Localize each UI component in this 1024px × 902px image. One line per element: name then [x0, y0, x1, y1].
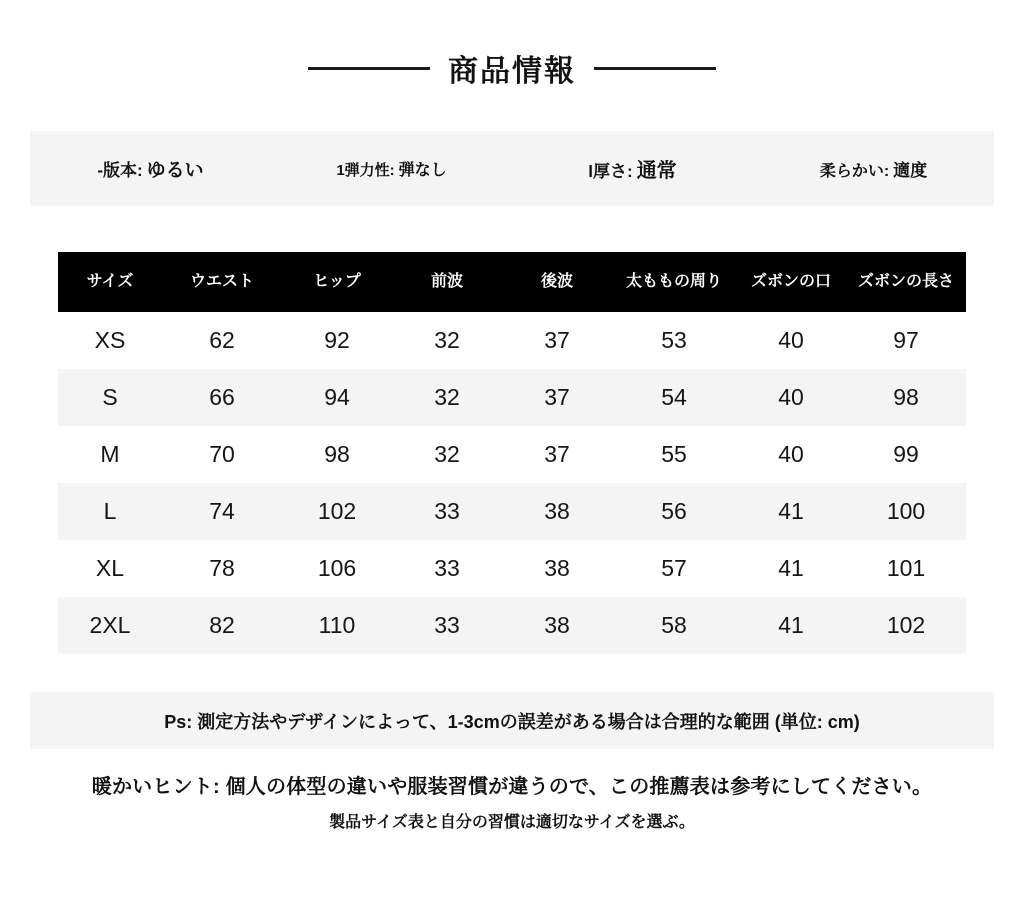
table-header-row [58, 252, 966, 312]
attribute-label: 1弾力性: [336, 162, 395, 179]
table-row [58, 483, 966, 540]
cell-hip: 94 [324, 384, 350, 410]
cell-size: 2XL [89, 612, 131, 638]
cell-front-rise: 32 [434, 384, 460, 410]
cell-hip: 98 [324, 441, 350, 467]
cell-hip: 92 [324, 327, 350, 353]
cell-hip: 102 [317, 498, 357, 524]
cell-back-rise: 37 [544, 384, 570, 410]
column-header-front-rise: 前波 [430, 272, 463, 290]
column-header-size: サイズ [86, 272, 134, 290]
cell-hip: 106 [317, 555, 357, 581]
title-rule-right [594, 67, 716, 70]
cell-size: XL [95, 555, 125, 581]
cell-thigh: 58 [661, 612, 687, 638]
cell-waist: 82 [209, 612, 235, 638]
warm-tip-line-2: 製品サイズ表と自分の習慣は適切なサイズを選ぶ。 [329, 814, 695, 831]
cell-hem: 41 [778, 498, 804, 524]
cell-waist: 62 [209, 327, 235, 353]
cell-thigh: 56 [661, 498, 687, 524]
table-row [58, 597, 966, 654]
cell-back-rise: 37 [544, 327, 570, 353]
measurement-note-text: Ps: 測定方法やデザインによって、1-3cmの誤差がある場合は合理的な範囲 (単位: cm) [164, 711, 860, 732]
table-row [58, 369, 966, 426]
column-header-waist: ウエスト [189, 272, 254, 290]
cell-back-rise: 38 [544, 498, 570, 524]
warm-tip-block [0, 770, 1024, 832]
attribute-label: l厚さ: [588, 162, 633, 181]
cell-back-rise: 37 [544, 441, 570, 467]
cell-waist: 66 [209, 384, 235, 410]
table-row [58, 312, 966, 369]
cell-length: 98 [893, 384, 919, 410]
attribute-item-thickness [512, 154, 753, 183]
attribute-value: ゆるい [146, 160, 204, 181]
title-rule-left [308, 67, 430, 70]
cell-front-rise: 32 [434, 441, 460, 467]
warm-tip-line-1: 暖かいヒント: 個人の体型の違いや服装習慣が違うので、この推薦表は参考にしてください。 [91, 776, 933, 798]
size-chart-table [58, 252, 966, 654]
cell-back-rise: 38 [544, 612, 570, 638]
column-header-length: ズボンの長さ [857, 272, 954, 290]
cell-size: XS [94, 327, 126, 353]
cell-thigh: 54 [661, 384, 687, 410]
cell-front-rise: 33 [434, 555, 460, 581]
column-header-hem: ズボンの口 [750, 272, 831, 290]
cell-length: 102 [886, 612, 926, 638]
cell-size: M [100, 441, 120, 467]
cell-waist: 78 [209, 555, 235, 581]
cell-back-rise: 38 [544, 555, 570, 581]
column-header-back-rise: 後波 [540, 272, 573, 290]
attribute-label: -版本: [97, 161, 143, 180]
cell-length: 97 [893, 327, 919, 353]
attribute-value: 適度 [893, 161, 928, 180]
cell-front-rise: 33 [434, 498, 460, 524]
cell-hem: 40 [778, 327, 804, 353]
attribute-item-elasticity [271, 157, 512, 180]
measurement-note-band [30, 692, 994, 749]
column-header-thigh: 太ももの周り [625, 272, 722, 290]
page-title: 商品情報 [448, 55, 576, 88]
attribute-item-softness [753, 156, 994, 181]
cell-length: 101 [886, 555, 926, 581]
cell-thigh: 53 [661, 327, 687, 353]
page-title-row [0, 46, 1024, 90]
cell-waist: 70 [209, 441, 235, 467]
cell-front-rise: 33 [434, 612, 460, 638]
cell-hem: 41 [778, 555, 804, 581]
cell-hem: 40 [778, 384, 804, 410]
cell-hip: 110 [318, 612, 356, 638]
cell-size: S [102, 384, 118, 410]
cell-hem: 41 [778, 612, 804, 638]
cell-thigh: 57 [661, 555, 687, 581]
table-row [58, 426, 966, 483]
cell-size: L [103, 498, 117, 524]
attribute-value: 弾なし [398, 162, 447, 179]
cell-front-rise: 32 [434, 327, 460, 353]
cell-thigh: 55 [661, 441, 687, 467]
column-header-hip: ヒップ [313, 272, 361, 290]
cell-length: 100 [886, 498, 926, 524]
attribute-value: 通常 [636, 160, 677, 182]
cell-waist: 74 [209, 498, 235, 524]
attribute-band [30, 131, 994, 206]
cell-hem: 40 [778, 441, 804, 467]
table-row [58, 540, 966, 597]
cell-length: 99 [893, 441, 919, 467]
attribute-label: 柔らかい: [819, 163, 890, 180]
attribute-item-version [30, 155, 271, 182]
